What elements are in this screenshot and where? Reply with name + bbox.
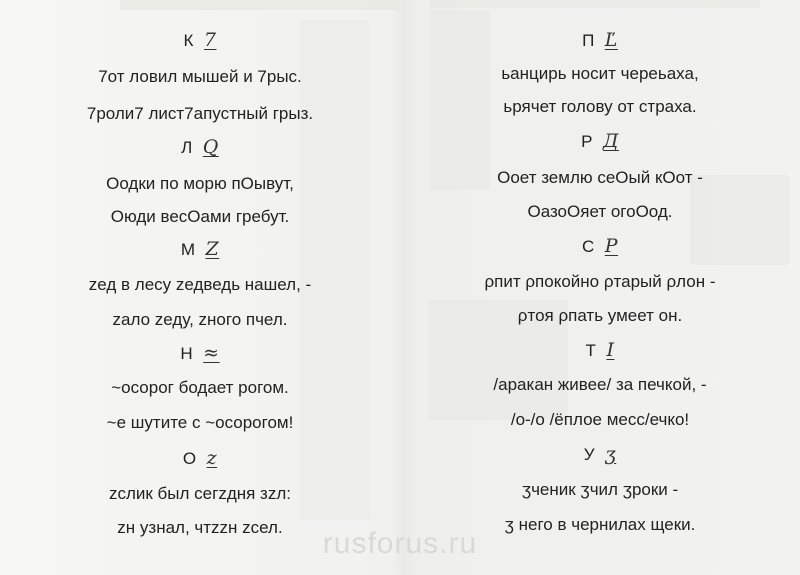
verse-line: Oюди весOами гребут. — [110, 207, 290, 226]
letter: М — [180, 240, 196, 259]
verse-line: zн узнал, чтzzн zсел. — [117, 518, 283, 537]
substitute-glyph: ʒ — [605, 443, 617, 465]
substitute-glyph: ≈ — [203, 342, 220, 364]
substitute-glyph: I — [606, 339, 615, 361]
verse-line: ρтоя ρпать умеет он. — [517, 306, 683, 325]
letter: С — [581, 237, 595, 256]
letter-heading — [400, 131, 800, 152]
letter: Т — [585, 341, 597, 360]
verse-line: ~осорог бодает рогом. — [111, 378, 289, 397]
verse-line: /аракан живее/ за печкой, - — [493, 375, 707, 394]
right-column — [400, 0, 800, 575]
verse-line: zало zеду, zного пчел. — [112, 310, 288, 329]
letter: П — [582, 31, 595, 50]
letter-heading — [400, 236, 800, 257]
verse-line: ʒ него в чернилах щеки. — [504, 515, 696, 534]
letter: Н — [180, 344, 194, 363]
substitute-glyph: Z — [205, 238, 220, 260]
verse-line: ьрячет голову от страха. — [503, 97, 697, 116]
substitute-glyph: Q — [202, 136, 219, 158]
substitute-glyph: P — [604, 235, 619, 257]
verse-line: 7роли7 лист7апустный грыз. — [86, 104, 314, 123]
verse-line: zед в лесу zедведь нашел, - — [88, 275, 312, 294]
letter-heading — [0, 137, 400, 158]
letter-heading — [0, 239, 400, 260]
letter-heading — [400, 340, 800, 361]
letter-heading — [400, 444, 800, 465]
verse-line: ьанцирь носит череьаха, — [501, 64, 699, 83]
letter: У — [583, 445, 596, 464]
verse-line: ρпит ρпокойно ρтарый ρлон - — [484, 272, 716, 291]
verse-line: zслик был сегzдня зzл: — [108, 484, 291, 503]
substitute-glyph: z — [206, 447, 218, 469]
verse-line: ОазоОяет огоОод. — [527, 202, 673, 221]
letter: Л — [181, 138, 193, 157]
letter-heading — [0, 448, 400, 469]
letter-heading — [0, 343, 400, 364]
letter: К — [183, 31, 194, 50]
substitute-glyph: Д — [602, 130, 619, 152]
substitute-glyph: Ľ — [604, 29, 618, 51]
verse-line: ʒченик ʒчил ʒроки - — [521, 480, 679, 499]
verse-line: /о-/о /ёплое месс/ечко! — [510, 410, 690, 429]
verse-line: Ооет землю сеОый кОот - — [497, 168, 703, 187]
verse-line: ~е шутите с ~осорогом! — [106, 413, 294, 432]
letter-heading — [400, 30, 800, 51]
watermark: rusforus.ru — [322, 527, 478, 560]
letter-heading — [0, 30, 400, 51]
substitute-glyph: 7 — [203, 29, 217, 51]
letter: Р — [581, 132, 593, 151]
verse-line: 7от ловил мышей и 7рыс. — [98, 67, 302, 86]
letter: О — [182, 449, 197, 468]
verse-line: Oодки по морю пOывут, — [106, 174, 294, 193]
